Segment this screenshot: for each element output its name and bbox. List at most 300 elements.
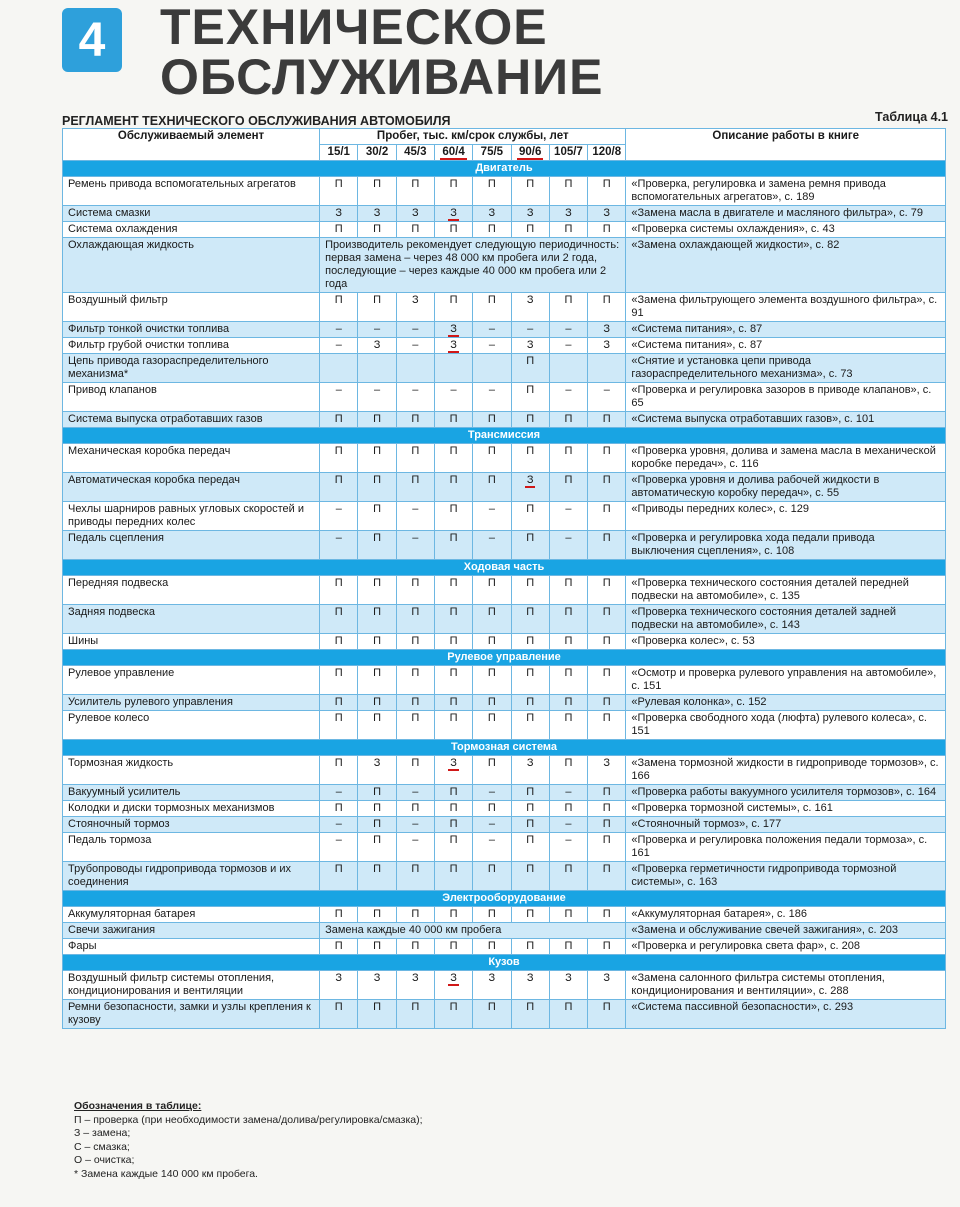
interval-value: П <box>411 908 420 920</box>
interval-label: 120/8 <box>592 146 622 158</box>
interval-value: П <box>564 445 573 457</box>
interval-value-cell <box>396 907 434 923</box>
interval-value-cell <box>511 862 549 891</box>
interval-value-cell <box>549 785 587 801</box>
interval-value: – <box>488 818 495 830</box>
interval-value: П <box>602 532 611 544</box>
interval-value-cell <box>396 634 434 650</box>
interval-value: З <box>335 972 343 984</box>
interval-value-cell <box>434 634 472 650</box>
interval-value-cell <box>396 322 434 338</box>
interval-header <box>434 145 472 161</box>
chapter-title <box>160 0 604 105</box>
interval-value: П <box>564 712 573 724</box>
interval-value-cell <box>473 412 511 428</box>
interval-value: П <box>487 413 496 425</box>
interval-value-cell <box>473 711 511 740</box>
interval-value: П <box>411 712 420 724</box>
element-cell: Передняя подвеска <box>63 576 320 605</box>
interval-value-cell <box>473 531 511 560</box>
interval-value: П <box>487 294 496 306</box>
interval-value-cell <box>320 817 358 833</box>
section-header-row <box>63 891 946 907</box>
description-cell: «Проверка, регулировка и замена ремня привода вспомогательных агрегатов», с. 189 <box>626 177 946 206</box>
interval-value-cell <box>511 801 549 817</box>
interval-value-cell <box>511 695 549 711</box>
table-row <box>63 939 946 955</box>
interval-value: П <box>526 223 535 235</box>
interval-value-cell <box>511 576 549 605</box>
description-cell: «Проверка системы охлаждения», с. 43 <box>626 222 946 238</box>
interval-value: П <box>602 503 611 515</box>
element-cell: Рулевое колесо <box>63 711 320 740</box>
interval-value: П <box>487 577 496 589</box>
interval-value: З <box>603 207 611 219</box>
table-row <box>63 444 946 473</box>
legend-item: З – замена; <box>74 1127 131 1139</box>
interval-value-cell <box>358 502 396 531</box>
interval-value-cell <box>588 222 626 238</box>
description-cell: «Проверка технического состояния деталей задней подвески на автомобиле», с. 143 <box>626 605 946 634</box>
interval-value: – <box>488 786 495 798</box>
interval-value: П <box>526 532 535 544</box>
table-row <box>63 383 946 412</box>
column-header-element: Обслуживаемый элемент <box>63 129 320 161</box>
interval-value: П <box>334 908 343 920</box>
interval-value: – <box>335 532 342 544</box>
interval-value-cell <box>396 473 434 502</box>
interval-value-cell <box>549 354 587 383</box>
interval-value: П <box>602 178 611 190</box>
interval-value-cell <box>396 502 434 531</box>
interval-value-cell <box>320 801 358 817</box>
interval-value-cell <box>473 907 511 923</box>
interval-value-cell <box>358 817 396 833</box>
interval-header <box>588 145 626 161</box>
interval-value: П <box>411 757 420 769</box>
interval-value-cell <box>588 1000 626 1029</box>
interval-value: П <box>526 667 535 679</box>
interval-value: П <box>449 294 458 306</box>
interval-value: – <box>565 339 572 351</box>
description-cell: «Проверка колес», с. 53 <box>626 634 946 650</box>
description-cell: «Замена фильтрующего элемента воздушного фильтра», с. 91 <box>626 293 946 322</box>
interval-value-cell <box>588 322 626 338</box>
interval-value: П <box>411 445 420 457</box>
interval-value-cell <box>358 576 396 605</box>
table-row <box>63 531 946 560</box>
interval-value: П <box>449 908 458 920</box>
interval-value: П <box>334 413 343 425</box>
interval-label: 45/3 <box>404 146 427 158</box>
interval-value-cell <box>434 833 472 862</box>
interval-value-cell <box>549 473 587 502</box>
interval-value: П <box>449 178 458 190</box>
interval-value-cell <box>320 939 358 955</box>
table-row <box>63 695 946 711</box>
interval-value: П <box>602 413 611 425</box>
interval-value-cell <box>396 354 434 383</box>
element-cell: Привод клапанов <box>63 383 320 412</box>
interval-value: П <box>526 355 535 367</box>
interval-value-cell <box>396 531 434 560</box>
interval-value: З <box>526 339 534 351</box>
interval-value: П <box>411 474 420 486</box>
interval-value: – <box>335 503 342 515</box>
interval-value: П <box>487 908 496 920</box>
interval-value-cell <box>549 634 587 650</box>
interval-value: З <box>603 757 611 769</box>
interval-value: П <box>373 696 381 708</box>
interval-value: З <box>411 294 419 306</box>
interval-value: П <box>411 413 420 425</box>
interval-value-cell <box>549 293 587 322</box>
interval-value: – <box>565 384 572 396</box>
table-caption: РЕГЛАМЕНТ ТЕХНИЧЕСКОГО ОБСЛУЖИВАНИЯ АВТОМОБИЛЯ <box>62 114 451 128</box>
interval-value-cell <box>549 801 587 817</box>
element-cell: Трубопроводы гидропривода тормозов и их соединения <box>63 862 320 891</box>
table-row <box>63 576 946 605</box>
table-row <box>63 756 946 785</box>
interval-value-cell <box>320 634 358 650</box>
interval-value: – <box>565 834 572 846</box>
interval-value: П <box>334 712 343 724</box>
description-cell: «Система выпуска отработавших газов», с. 101 <box>626 412 946 428</box>
interval-value-cell <box>396 666 434 695</box>
description-cell: «Замена салонного фильтра системы отопления, кондиционирования и вентиляции», с. 288 <box>626 971 946 1000</box>
interval-value-cell <box>434 605 472 634</box>
element-cell: Воздушный фильтр <box>63 293 320 322</box>
interval-value: П <box>411 606 420 618</box>
interval-value: – <box>565 818 572 830</box>
element-cell: Система выпуска отработавших газов <box>63 412 320 428</box>
section-title: Электрооборудование <box>63 891 946 907</box>
interval-value: З <box>411 972 419 984</box>
table-row <box>63 322 946 338</box>
interval-value: П <box>487 757 496 769</box>
interval-value: П <box>373 503 381 515</box>
interval-value: П <box>411 863 420 875</box>
interval-value-cell <box>396 695 434 711</box>
description-cell: «Замена масла в двигателе и масляного фильтра», с. 79 <box>626 206 946 222</box>
interval-value: П <box>334 1001 343 1013</box>
interval-value-cell <box>588 756 626 785</box>
table-row <box>63 338 946 354</box>
description-cell: «Проверка технического состояния деталей передней подвески на автомобиле», с. 135 <box>626 576 946 605</box>
element-cell: Ремни безопасности, замки и узлы крепления к кузову <box>63 1000 320 1029</box>
interval-label: 30/2 <box>365 146 389 158</box>
interval-value: П <box>373 294 381 306</box>
chapter-title-line1: ТЕХНИЧЕСКОЕ <box>160 0 548 55</box>
interval-value-cell <box>358 531 396 560</box>
section-header-row <box>63 560 946 576</box>
interval-value: П <box>564 223 573 235</box>
interval-value-cell <box>358 634 396 650</box>
element-cell: Воздушный фильтр системы отопления, кондиционирования и вентиляции <box>63 971 320 1000</box>
interval-value-cell <box>473 354 511 383</box>
section-header-row <box>63 428 946 444</box>
interval-value: П <box>449 532 458 544</box>
interval-value-cell <box>434 711 472 740</box>
interval-value: П <box>602 223 611 235</box>
interval-value-cell <box>396 605 434 634</box>
element-cell: Вакуумный усилитель <box>63 785 320 801</box>
interval-value-cell <box>511 907 549 923</box>
interval-value: З <box>373 207 381 219</box>
interval-value: П <box>334 223 343 235</box>
legend <box>74 1100 423 1181</box>
interval-value-cell <box>396 833 434 862</box>
interval-value-cell <box>396 817 434 833</box>
interval-value-cell <box>396 785 434 801</box>
interval-value-cell <box>549 862 587 891</box>
interval-value-cell <box>588 206 626 222</box>
element-cell: Фары <box>63 939 320 955</box>
interval-value-cell <box>320 473 358 502</box>
interval-value-cell <box>320 907 358 923</box>
interval-value-cell <box>358 907 396 923</box>
interval-value: З <box>488 972 496 984</box>
interval-value-cell <box>396 412 434 428</box>
element-cell: Стояночный тормоз <box>63 817 320 833</box>
interval-value-cell <box>473 576 511 605</box>
description-cell: «Проверка и регулировка хода педали привода выключения сцепления», с. 108 <box>626 531 946 560</box>
table-row <box>63 862 946 891</box>
table-row <box>63 605 946 634</box>
interval-value-cell <box>434 293 472 322</box>
section-title: Кузов <box>63 955 946 971</box>
interval-value: П <box>411 802 420 814</box>
interval-value: П <box>564 940 573 952</box>
interval-value: П <box>334 474 343 486</box>
legend-item: П – проверка (при необходимости замена/долива/регулировка/смазка); <box>74 1113 423 1126</box>
chapter-title-line2: ОБСЛУЖИВАНИЕ <box>160 49 604 105</box>
interval-value: – <box>412 384 419 396</box>
interval-value-cell <box>396 576 434 605</box>
interval-value: П <box>449 834 458 846</box>
interval-value-cell <box>473 939 511 955</box>
interval-value: П <box>411 1001 420 1013</box>
interval-value: П <box>564 474 573 486</box>
interval-value-cell <box>434 177 472 206</box>
interval-value-cell <box>358 354 396 383</box>
interval-value-cell <box>358 383 396 412</box>
interval-value: З <box>411 207 419 219</box>
interval-value-cell <box>549 502 587 531</box>
interval-value: З <box>526 207 534 219</box>
interval-value-cell <box>588 817 626 833</box>
interval-value-cell <box>549 412 587 428</box>
interval-value: П <box>373 667 381 679</box>
interval-value: П <box>373 940 381 952</box>
interval-value: П <box>373 178 381 190</box>
description-cell: «Осмотр и проверка рулевого управления на автомобиле», с. 151 <box>626 666 946 695</box>
interval-value: П <box>564 413 573 425</box>
table-row <box>63 222 946 238</box>
interval-value: – <box>488 384 495 396</box>
interval-value-cell <box>358 785 396 801</box>
interval-value-cell <box>396 971 434 1000</box>
description-cell: «Замена охлаждающей жидкости», с. 82 <box>626 238 946 293</box>
interval-value-cell <box>396 1000 434 1029</box>
interval-value-cell <box>588 293 626 322</box>
interval-value: П <box>602 577 611 589</box>
interval-value: П <box>449 802 458 814</box>
table-row <box>63 634 946 650</box>
interval-value: – <box>565 786 572 798</box>
interval-value: П <box>526 178 535 190</box>
table-number: Таблица 4.1 <box>875 110 948 124</box>
interval-value-cell <box>434 695 472 711</box>
element-cell: Ремень привода вспомогательных агрегатов <box>63 177 320 206</box>
element-cell: Усилитель рулевого управления <box>63 695 320 711</box>
interval-value-cell <box>588 862 626 891</box>
interval-value-cell <box>549 833 587 862</box>
interval-value-cell <box>358 444 396 473</box>
interval-value-cell <box>358 801 396 817</box>
schedule-body <box>63 161 946 1029</box>
interval-value: З <box>526 972 534 984</box>
interval-value: З <box>450 323 457 335</box>
interval-value-cell <box>434 444 472 473</box>
interval-value: П <box>564 696 573 708</box>
interval-value-cell <box>473 444 511 473</box>
interval-value: П <box>526 606 535 618</box>
interval-value: П <box>411 667 420 679</box>
interval-value: П <box>526 834 535 846</box>
interval-value-cell <box>358 695 396 711</box>
section-header-row <box>63 161 946 177</box>
interval-value-cell <box>473 756 511 785</box>
interval-value: З <box>450 339 457 351</box>
interval-value-cell <box>358 971 396 1000</box>
interval-value-cell <box>320 531 358 560</box>
interval-value-cell <box>511 222 549 238</box>
interval-value: П <box>373 577 381 589</box>
interval-value-cell <box>320 833 358 862</box>
legend-title: Обозначения в таблице: <box>74 1100 202 1112</box>
interval-value-cell <box>320 605 358 634</box>
interval-value-cell <box>434 473 472 502</box>
interval-value-cell <box>434 222 472 238</box>
interval-value-cell <box>511 605 549 634</box>
interval-value: П <box>449 223 458 235</box>
element-cell: Педаль тормоза <box>63 833 320 862</box>
interval-value-cell <box>358 177 396 206</box>
interval-value: П <box>334 635 343 647</box>
interval-value: П <box>449 863 458 875</box>
interval-value-cell <box>434 531 472 560</box>
description-cell: «Стояночный тормоз», с. 177 <box>626 817 946 833</box>
interval-value-cell <box>434 412 472 428</box>
table-header-row <box>63 129 946 145</box>
interval-value: П <box>373 606 381 618</box>
interval-value: П <box>602 940 611 952</box>
interval-value: З <box>373 339 381 351</box>
interval-value-cell <box>320 444 358 473</box>
interval-value: П <box>449 635 458 647</box>
interval-value: П <box>564 863 573 875</box>
interval-value-cell <box>320 322 358 338</box>
interval-value-cell <box>549 222 587 238</box>
interval-value-cell <box>358 1000 396 1029</box>
interval-value: П <box>487 712 496 724</box>
table-row <box>63 971 946 1000</box>
interval-value-cell <box>434 756 472 785</box>
interval-value-cell <box>358 605 396 634</box>
element-cell: Рулевое управление <box>63 666 320 695</box>
interval-value-cell <box>320 711 358 740</box>
interval-value: П <box>526 940 535 952</box>
interval-value-cell <box>588 354 626 383</box>
section-header-row <box>63 650 946 666</box>
interval-value-cell <box>511 177 549 206</box>
interval-value: – <box>412 786 419 798</box>
table-row <box>63 354 946 383</box>
interval-value: П <box>487 940 496 952</box>
interval-value-cell <box>549 444 587 473</box>
interval-note-cell: Производитель рекомендует следующую периодичность: первая замена – через 48 000 км пробега или 2 года, последующие – через каждые 40 000 км пробега или 2 года <box>320 238 626 293</box>
interval-value: З <box>603 323 611 335</box>
interval-value-cell <box>588 412 626 428</box>
interval-value-cell <box>588 907 626 923</box>
interval-value: – <box>335 834 342 846</box>
interval-value-cell <box>473 293 511 322</box>
element-cell: Педаль сцепления <box>63 531 320 560</box>
interval-value: П <box>449 606 458 618</box>
interval-value-cell <box>396 222 434 238</box>
interval-value: П <box>602 445 611 457</box>
section-title: Двигатель <box>63 161 946 177</box>
interval-value-cell <box>549 177 587 206</box>
interval-value-cell <box>549 971 587 1000</box>
interval-value-cell <box>320 576 358 605</box>
interval-value: П <box>373 1001 381 1013</box>
section-title: Ходовая часть <box>63 560 946 576</box>
interval-value-cell <box>434 383 472 412</box>
interval-value: П <box>564 635 573 647</box>
interval-value: З <box>526 294 534 306</box>
interval-value: – <box>335 384 342 396</box>
description-cell: «Проверка уровня и долива рабочей жидкости в автоматическую коробку передач», с. 55 <box>626 473 946 502</box>
interval-value-cell <box>396 444 434 473</box>
interval-value: П <box>373 786 381 798</box>
interval-value-cell <box>358 711 396 740</box>
interval-value: П <box>449 786 458 798</box>
interval-value: П <box>334 294 343 306</box>
chapter-number-badge: 4 <box>62 8 122 72</box>
interval-value-cell <box>473 785 511 801</box>
element-cell: Система охлаждения <box>63 222 320 238</box>
interval-value: П <box>602 786 611 798</box>
interval-value: – <box>335 786 342 798</box>
element-cell: Шины <box>63 634 320 650</box>
interval-value-cell <box>396 801 434 817</box>
interval-value-cell <box>511 939 549 955</box>
maintenance-schedule-table <box>62 128 946 1029</box>
interval-value: – <box>373 384 381 396</box>
interval-value-cell <box>511 971 549 1000</box>
interval-value: З <box>450 972 457 984</box>
element-cell: Задняя подвеска <box>63 605 320 634</box>
interval-value-cell <box>396 711 434 740</box>
interval-value: П <box>487 445 496 457</box>
section-title: Трансмиссия <box>63 428 946 444</box>
table-row <box>63 473 946 502</box>
description-cell: «Рулевая колонка», с. 152 <box>626 695 946 711</box>
table-row <box>63 206 946 222</box>
interval-value-cell <box>549 605 587 634</box>
